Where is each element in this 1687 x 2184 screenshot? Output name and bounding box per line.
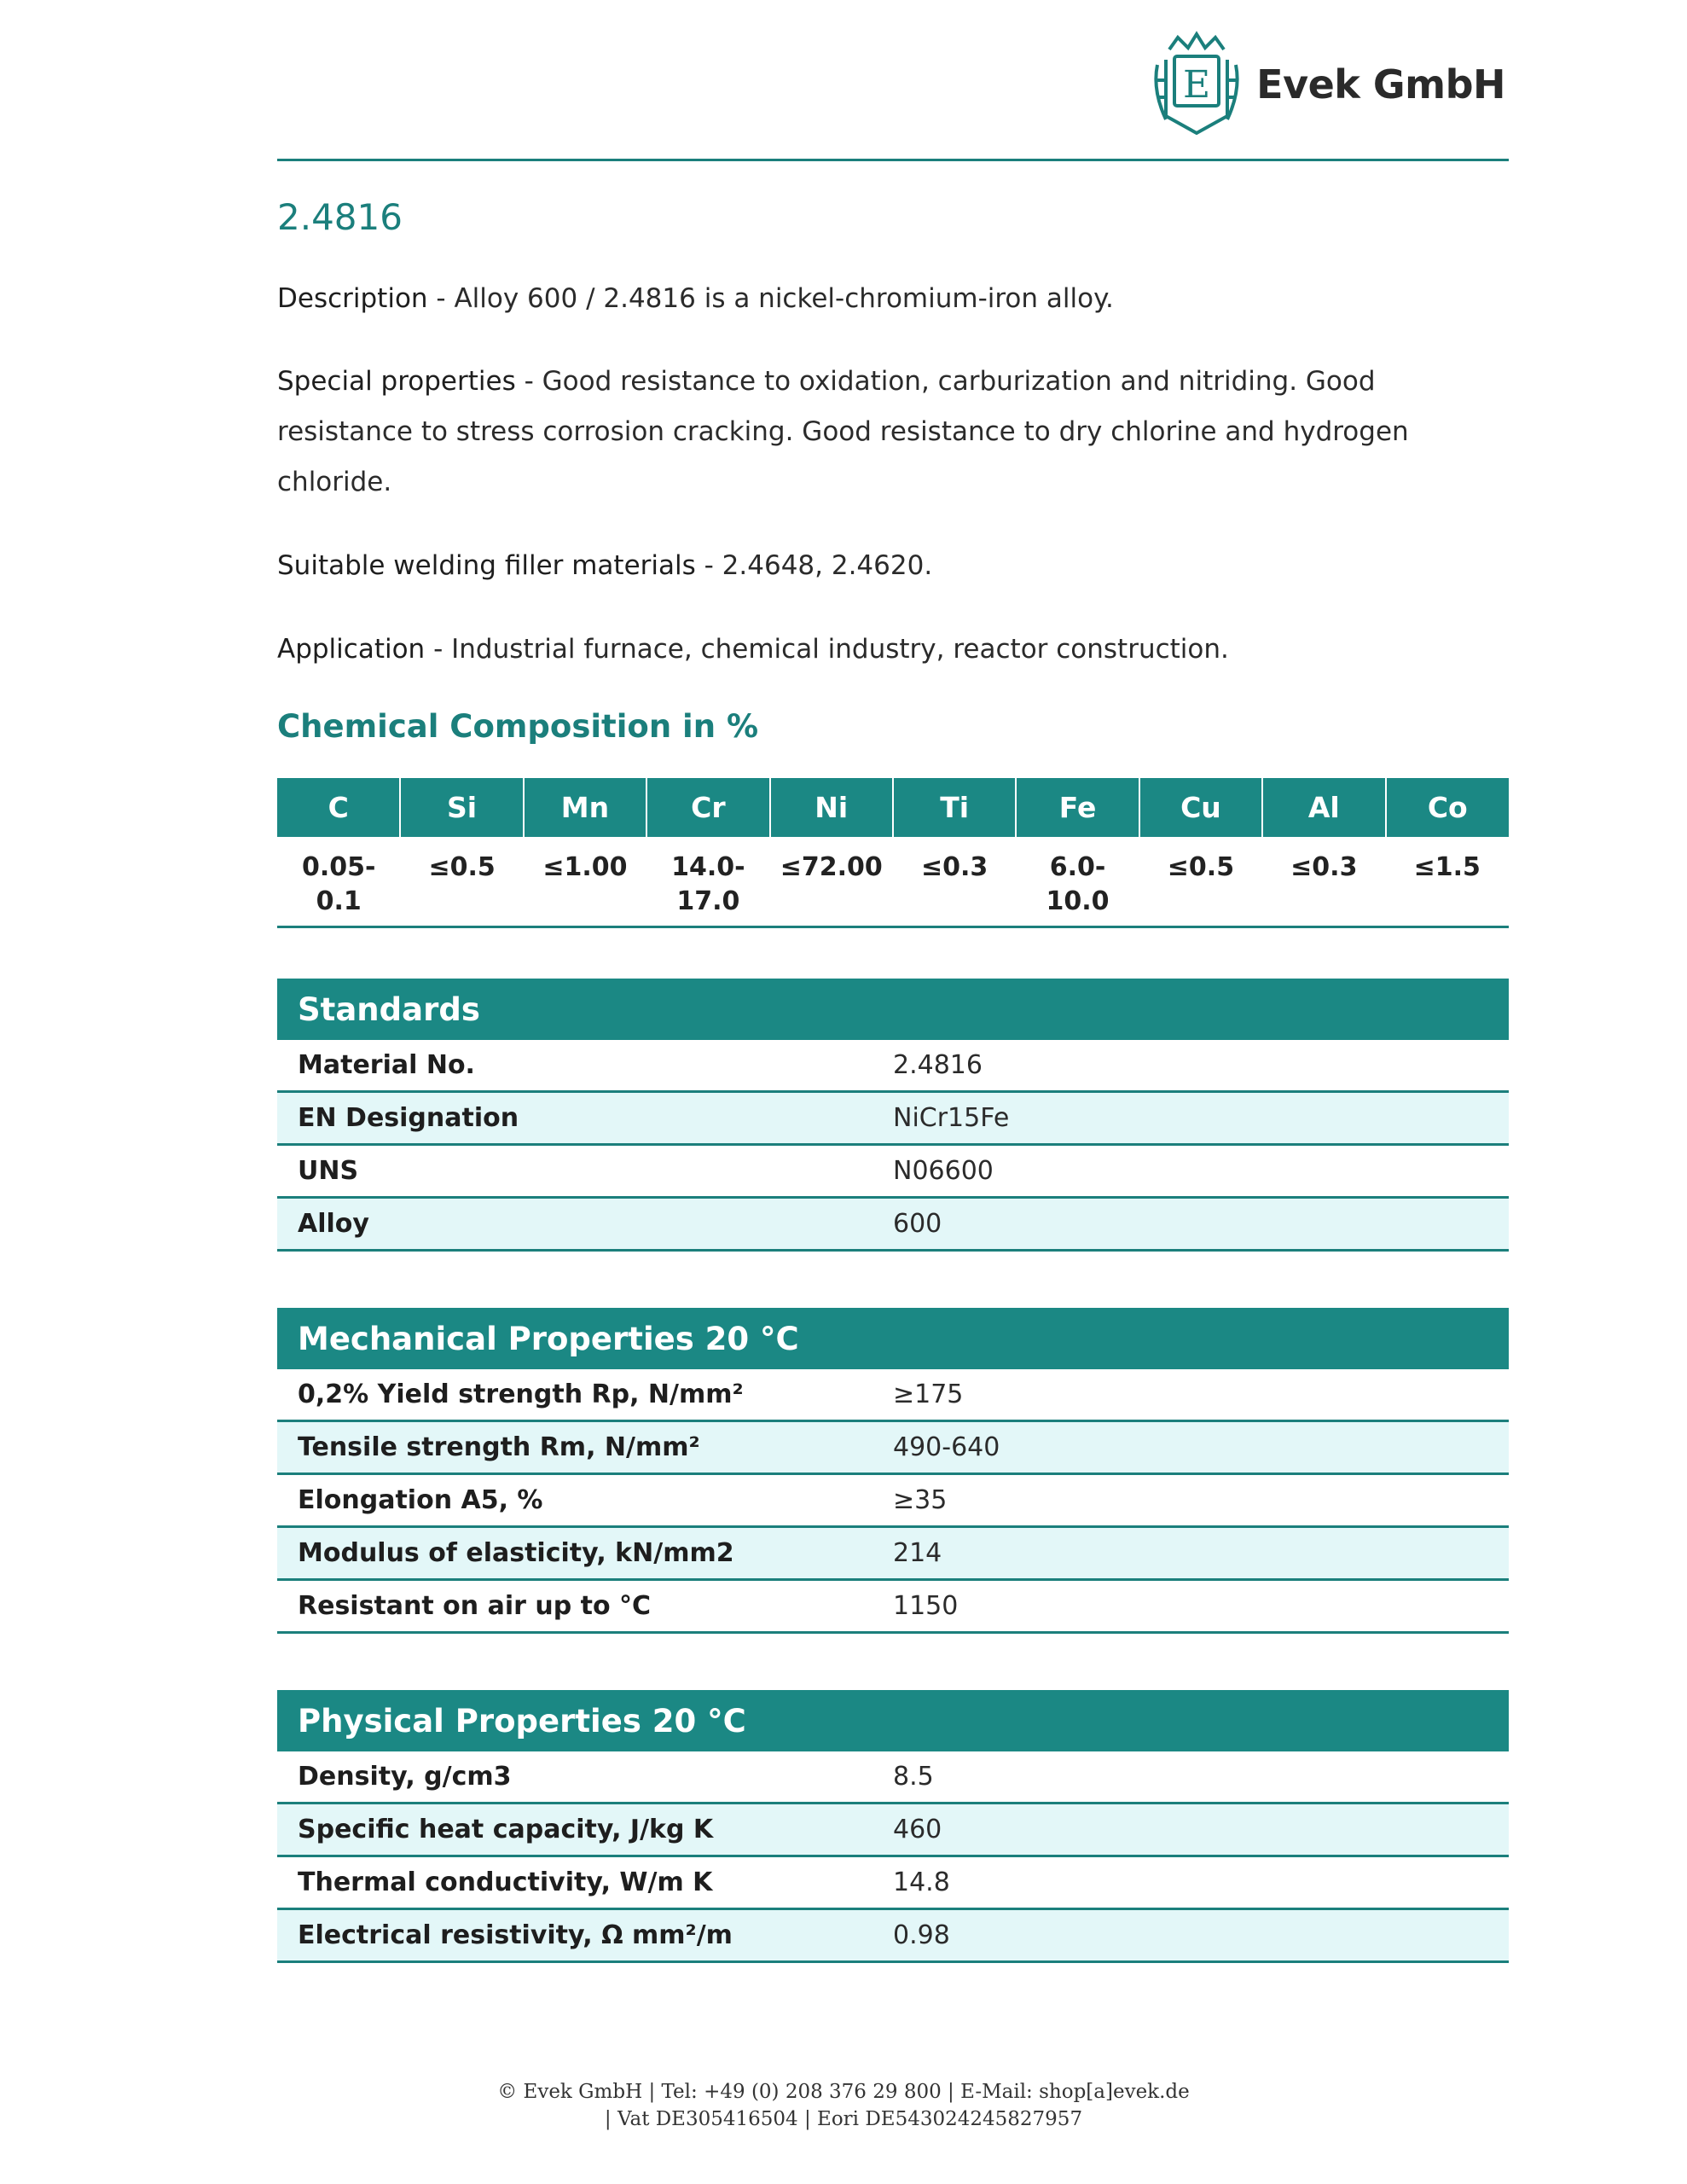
element-header: Co xyxy=(1386,778,1509,837)
table-row xyxy=(277,1421,1509,1474)
table-row xyxy=(277,1580,1509,1633)
special-properties-label: Special properties xyxy=(277,366,516,397)
application-label: Application xyxy=(277,634,426,665)
property-name: Resistant on air up to °C xyxy=(277,1580,893,1633)
evek-logo-icon xyxy=(1149,31,1244,138)
property-value: 600 xyxy=(893,1198,1509,1251)
table-row xyxy=(277,1804,1509,1856)
element-value: ≤1.5 xyxy=(1386,837,1509,927)
table-row xyxy=(277,1751,1509,1804)
element-value: ≤0.3 xyxy=(893,837,1016,927)
element-value: ≤72.00 xyxy=(770,837,893,927)
element-header: Fe xyxy=(1016,778,1139,837)
property-value: 8.5 xyxy=(893,1751,1509,1804)
welding-label: Suitable welding filler materials xyxy=(277,550,696,581)
table-row xyxy=(277,1856,1509,1909)
property-name: EN Designation xyxy=(277,1092,893,1145)
physical-properties-table xyxy=(277,1690,1509,1963)
property-value: 0.98 xyxy=(893,1909,1509,1962)
property-name: Modulus of elasticity, kN/mm2 xyxy=(277,1527,893,1580)
element-header: Al xyxy=(1262,778,1385,837)
property-value: 214 xyxy=(893,1527,1509,1580)
property-value: ≥175 xyxy=(893,1369,1509,1421)
property-name: Elongation A5, % xyxy=(277,1474,893,1527)
element-header: Ni xyxy=(770,778,893,837)
element-value: ≤0.5 xyxy=(1139,837,1262,927)
brand-name: Evek GmbH xyxy=(1256,61,1505,107)
element-header: C xyxy=(277,778,400,837)
table-row xyxy=(277,1040,1509,1092)
property-name: Density, g/cm3 xyxy=(277,1751,893,1804)
element-value: ≤1.00 xyxy=(524,837,646,927)
welding-paragraph xyxy=(277,541,1509,591)
chemical-values-row xyxy=(277,837,1509,927)
property-name: Alloy xyxy=(277,1198,893,1251)
table-row xyxy=(277,1474,1509,1527)
property-name: 0,2% Yield strength Rp, N/mm² xyxy=(277,1369,893,1421)
element-header: Ti xyxy=(893,778,1016,837)
chemical-composition-heading: Chemical Composition in % xyxy=(277,708,759,745)
footer-contact-line: © Evek GmbH | Tel: +49 (0) 208 376 29 800 | E-Mail: shop[a]evek.de xyxy=(497,2081,1190,2103)
property-value: 1150 xyxy=(893,1580,1509,1633)
standards-heading: Standards xyxy=(277,979,1509,1040)
element-header: Si xyxy=(400,778,523,837)
property-value: 490-640 xyxy=(893,1421,1509,1474)
brand-logo xyxy=(1149,31,1505,138)
property-name: UNS xyxy=(277,1145,893,1198)
element-value: 14.0- 17.0 xyxy=(646,837,769,927)
page-header xyxy=(277,0,1509,161)
document-page xyxy=(277,0,1509,1950)
element-value: ≤0.3 xyxy=(1262,837,1385,927)
property-name: Tensile strength Rm, N/mm² xyxy=(277,1421,893,1474)
welding-text: - 2.4648, 2.4620. xyxy=(695,550,933,581)
element-header: Mn xyxy=(524,778,646,837)
property-value: NiCr15Fe xyxy=(893,1092,1509,1145)
description-text: - Alloy 600 / 2.4816 is a nickel-chromium-iron alloy. xyxy=(427,283,1114,314)
application-paragraph xyxy=(277,624,1509,675)
table-row xyxy=(277,1369,1509,1421)
chemical-composition-table xyxy=(277,778,1509,928)
mechanical-heading: Mechanical Properties 20 °C xyxy=(277,1308,1509,1369)
table-row xyxy=(277,1092,1509,1145)
application-text: - Industrial furnace, chemical industry, reactor construction. xyxy=(425,634,1229,665)
standards-table xyxy=(277,979,1509,1252)
property-name: Material No. xyxy=(277,1040,893,1092)
property-value: 14.8 xyxy=(893,1856,1509,1909)
table-row xyxy=(277,1145,1509,1198)
description-label: Description xyxy=(277,283,428,314)
property-name: Electrical resistivity, Ω mm²/m xyxy=(277,1909,893,1962)
table-row xyxy=(277,1198,1509,1251)
table-row xyxy=(277,1527,1509,1580)
page-title: 2.4816 xyxy=(277,196,403,238)
svg-text:E: E xyxy=(1183,63,1211,107)
element-value: 0.05- 0.1 xyxy=(277,837,400,927)
chemical-header-row xyxy=(277,778,1509,837)
property-value: 2.4816 xyxy=(893,1040,1509,1092)
special-properties-text: - Good resistance to oxidation, carburization and nitriding. Good resistance to stress corrosion cracking. Good resistance to dry chlorine and hydrogen chloride. xyxy=(277,366,1409,497)
element-value: ≤0.5 xyxy=(400,837,523,927)
special-properties-paragraph xyxy=(277,357,1509,508)
footer-tax-line: | Vat DE305416504 | Eori DE543024245827957 xyxy=(604,2108,1083,2130)
element-header: Cu xyxy=(1139,778,1262,837)
table-row xyxy=(277,1909,1509,1962)
page-footer xyxy=(0,2078,1687,2133)
element-header: Cr xyxy=(646,778,769,837)
physical-heading: Physical Properties 20 °C xyxy=(277,1690,1509,1751)
mechanical-properties-table xyxy=(277,1308,1509,1634)
property-value: 460 xyxy=(893,1804,1509,1856)
property-name: Specific heat capacity, J/kg K xyxy=(277,1804,893,1856)
property-value: ≥35 xyxy=(893,1474,1509,1527)
description-paragraph xyxy=(277,274,1509,324)
property-name: Thermal conductivity, W/m K xyxy=(277,1856,893,1909)
property-value: N06600 xyxy=(893,1145,1509,1198)
element-value: 6.0- 10.0 xyxy=(1016,837,1139,927)
